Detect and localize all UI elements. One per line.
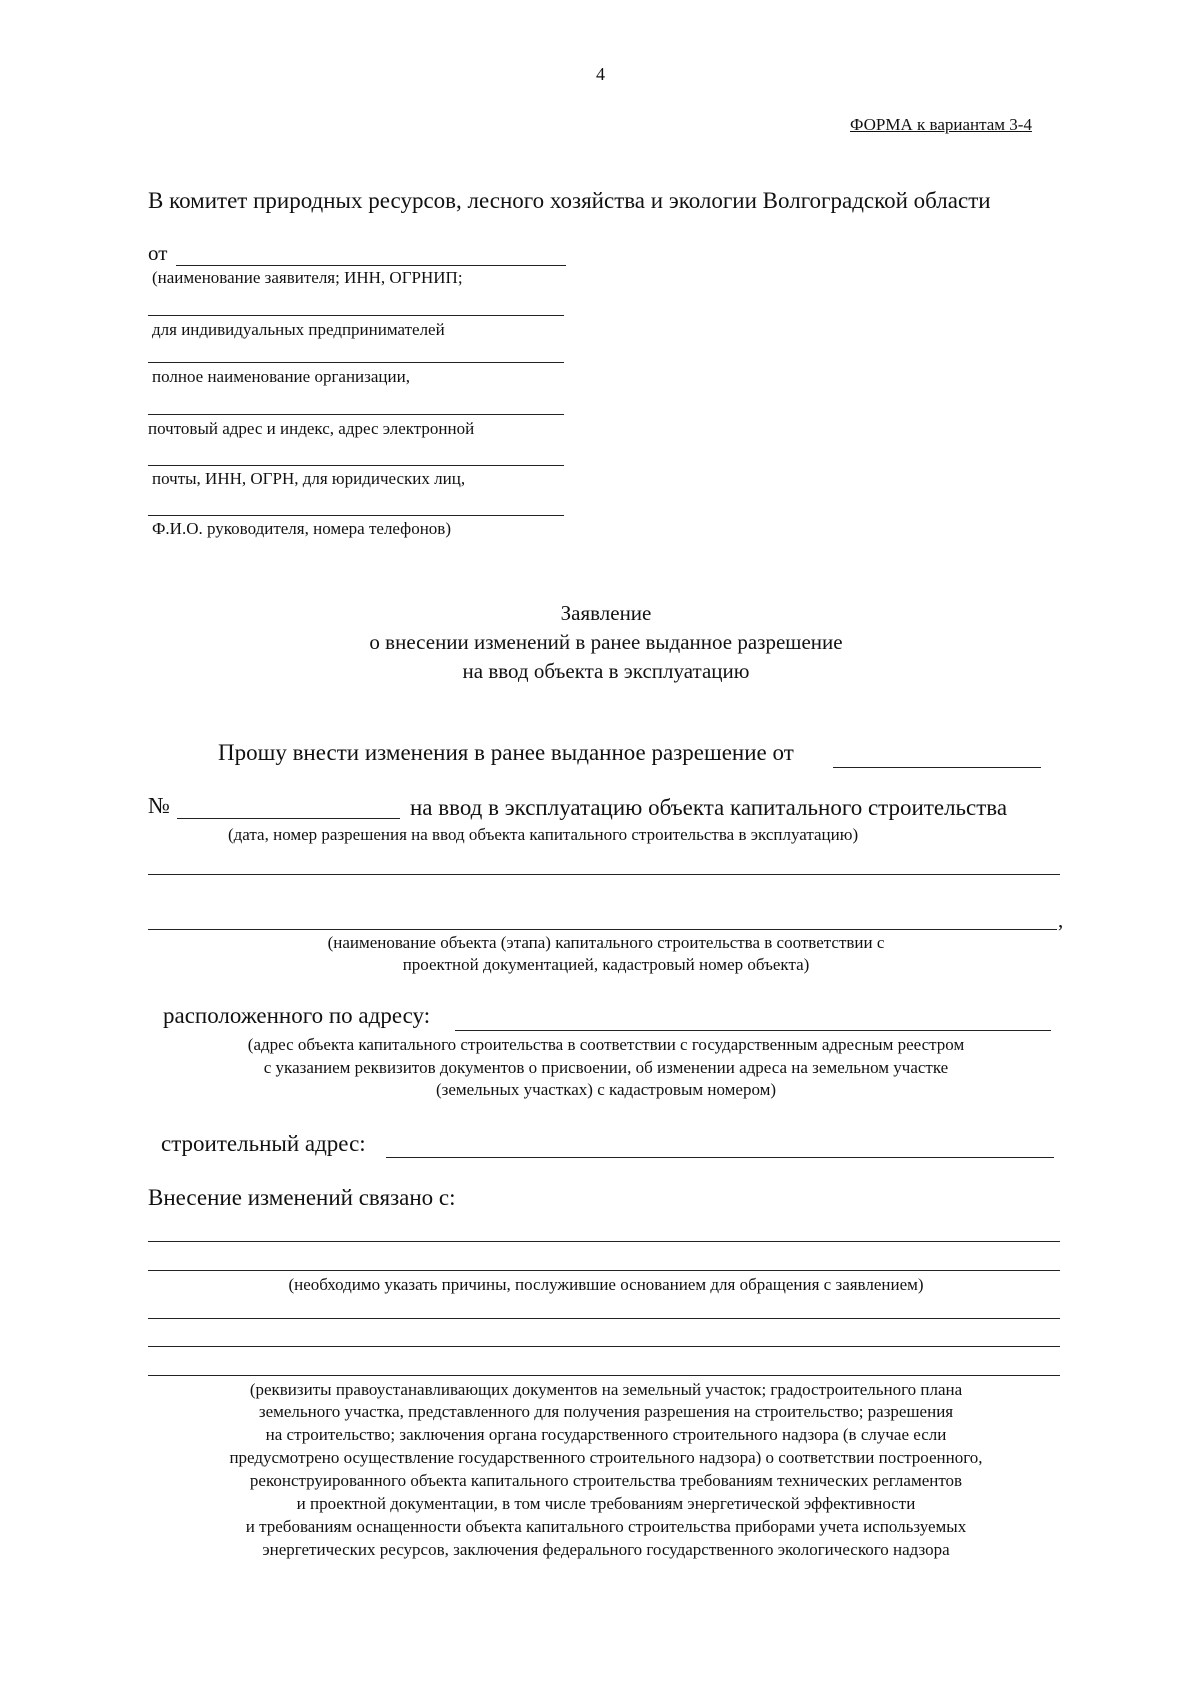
applicant-field-line-5[interactable] xyxy=(148,465,564,466)
address-hint-2: с указанием реквизитов документов о присвоении, об изменении адреса на земельном участке xyxy=(263,1058,949,1077)
object-name-field-1[interactable] xyxy=(148,874,1060,875)
object-comma: , xyxy=(1058,908,1064,932)
applicant-field-line-3[interactable] xyxy=(148,362,564,363)
requisites-hint-7: и требованиям оснащенности объекта капитального строительства приборами учета используемых xyxy=(245,1517,967,1536)
changes-label: Внесение изменений связано с: xyxy=(148,1185,456,1210)
requisites-hint-3: на строительство; заключения органа государственного строительного надзора (в случае если xyxy=(265,1425,947,1444)
build-address-field[interactable] xyxy=(386,1157,1054,1158)
address-label: расположенного по адресу: xyxy=(163,1003,431,1028)
applicant-field-line-4[interactable] xyxy=(148,414,564,415)
object-name-field-2[interactable] xyxy=(148,929,1057,930)
permit-hint: (дата, номер разрешения на ввод объекта капитального строительства в эксплуатацию) xyxy=(228,825,859,844)
page-number: 4 xyxy=(596,64,605,84)
object-hint-1: (наименование объекта (этапа) капитального строительства в соответствии с xyxy=(327,933,885,952)
applicant-hint-2: для индивидуальных предпринимателей xyxy=(152,320,445,339)
applicant-field-line-2[interactable] xyxy=(148,315,564,316)
reasons-field-2[interactable] xyxy=(148,1270,1060,1271)
applicant-hint-3: полное наименование организации, xyxy=(152,367,410,386)
request-line-2: на ввод в эксплуатацию объекта капитального строительства xyxy=(410,795,1008,820)
build-address-label: строительный адрес: xyxy=(161,1131,366,1156)
from-label: от xyxy=(148,241,168,265)
requisites-hint-2: земельного участка, представленного для получения разрешения на строительство; разрешения xyxy=(258,1402,954,1421)
title-line-2: о внесении изменений в ранее выданное разрешение xyxy=(369,630,843,654)
requisites-hint-5: реконструированного объекта капитального строительства требованиям технических регламентов xyxy=(249,1471,963,1490)
number-sign: № xyxy=(148,793,170,818)
request-line-1: Прошу внести изменения в ранее выданное разрешение от xyxy=(218,740,794,765)
permit-date-field[interactable] xyxy=(833,767,1041,768)
reasons-field-1[interactable] xyxy=(148,1241,1060,1242)
permit-number-field[interactable] xyxy=(177,818,400,819)
form-label: ФОРМА к вариантам 3-4 xyxy=(850,115,1032,134)
address-field[interactable] xyxy=(455,1030,1051,1031)
title-line-3: на ввод объекта в эксплуатацию xyxy=(462,659,750,683)
requisites-hint-1: (реквизиты правоустанавливающих документов на земельный участок; градостроительного плана xyxy=(249,1380,963,1399)
applicant-hint-6: Ф.И.О. руководителя, номера телефонов) xyxy=(152,519,451,538)
requisites-field-3[interactable] xyxy=(148,1375,1060,1376)
applicant-field-line-1[interactable] xyxy=(176,265,566,266)
applicant-hint-1: (наименование заявителя; ИНН, ОГРНИП; xyxy=(152,268,463,287)
applicant-hint-4: почтовый адрес и индекс, адрес электронной xyxy=(148,419,475,438)
title-line-1: Заявление xyxy=(560,601,652,625)
reasons-hint: (необходимо указать причины, послужившие основанием для обращения с заявлением) xyxy=(288,1275,924,1294)
requisites-field-2[interactable] xyxy=(148,1346,1060,1347)
address-hint-1: (адрес объекта капитального строительства в соответствии с государственным адресным реестром xyxy=(247,1035,965,1054)
address-hint-3: (земельных участках) с кадастровым номером) xyxy=(435,1080,777,1099)
requisites-hint-4: предусмотрено осуществление государственного строительного надзора) о соответствии построенного, xyxy=(229,1448,983,1467)
object-hint-2: проектной документацией, кадастровый номер объекта) xyxy=(402,955,810,974)
requisites-hint-6: и проектной документации, в том числе требованиям энергетической эффективности xyxy=(296,1494,916,1513)
addressee: В комитет природных ресурсов, лесного хозяйства и экологии Волгоградской области xyxy=(148,188,991,213)
requisites-field-1[interactable] xyxy=(148,1318,1060,1319)
requisites-hint-8: энергетических ресурсов, заключения федерального государственного экологического надзора xyxy=(262,1540,950,1559)
applicant-field-line-6[interactable] xyxy=(148,515,564,516)
applicant-hint-5: почты, ИНН, ОГРН, для юридических лиц, xyxy=(152,469,466,488)
